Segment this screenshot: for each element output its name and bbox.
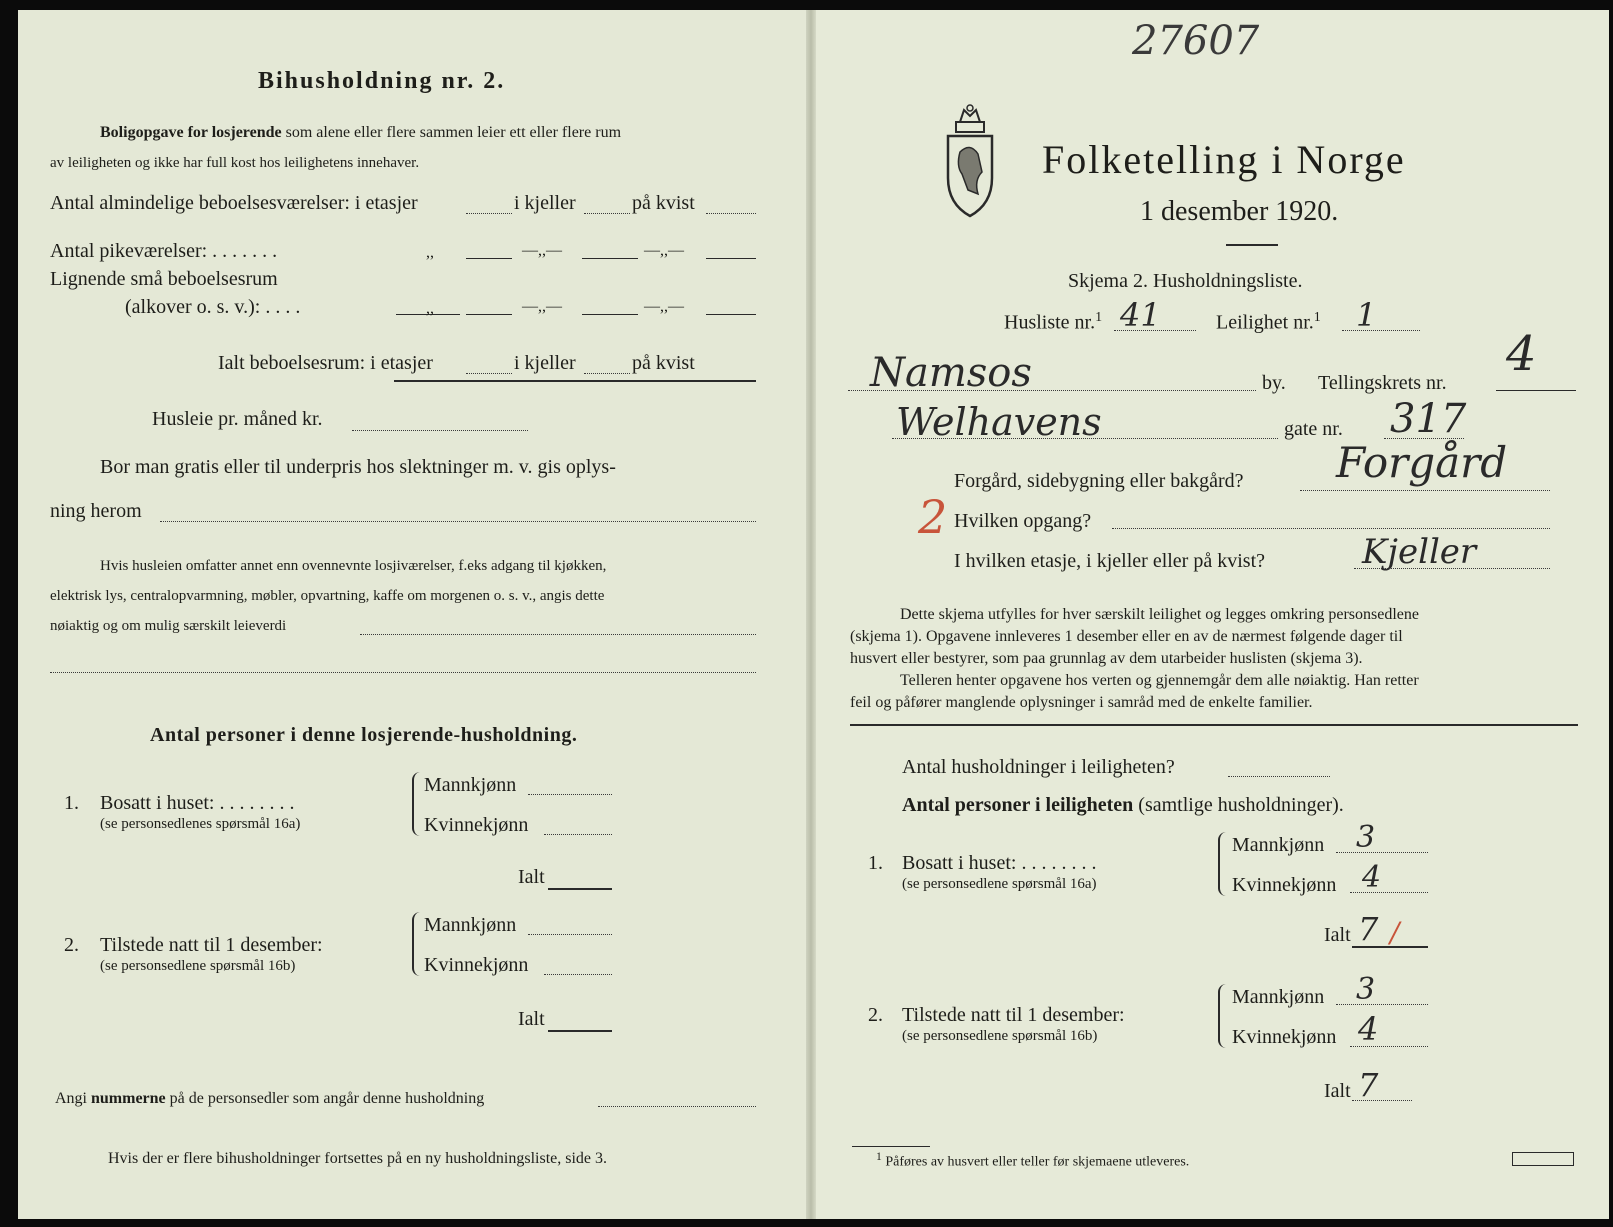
right-q1-mann-field[interactable] [1336, 852, 1428, 853]
leilighet-text: Leilighet nr. [1216, 311, 1314, 334]
left-q2-brace [412, 912, 420, 976]
leieverdi-field-2[interactable] [50, 672, 756, 673]
footnote-rule [852, 1146, 930, 1147]
pike-field-1[interactable] [466, 258, 512, 259]
right-q2-ialt-value[interactable]: 7 [1358, 1066, 1379, 1104]
gratis-line-2: ning herom [50, 500, 142, 522]
right-q1-mann-label: Mannkjønn [1232, 834, 1325, 856]
pike-ditto-1: ,, [426, 244, 434, 261]
right-date: 1 desember 1920. [1140, 196, 1339, 227]
forgard-label: Forgård, sidebygning eller bakgård? [954, 470, 1244, 492]
street-field[interactable] [892, 438, 1278, 439]
dette-line-2: (skjema 1). Opgavene innleveres 1 desember eller en av de nærmest følgende dager til [850, 628, 1403, 645]
right-q1-kvinne-field[interactable] [1350, 892, 1428, 893]
right-q2-ialt-field[interactable] [1352, 1100, 1412, 1101]
left-q1-kvinne-label: Kvinnekjønn [424, 814, 529, 836]
leilighet-label [1216, 310, 1321, 335]
right-q2-mann-label: Mannkjønn [1232, 986, 1325, 1008]
intro-line-1 [100, 124, 621, 142]
forgard-field[interactable] [1300, 490, 1550, 491]
rooms-kjeller-field[interactable] [584, 213, 630, 214]
left-q1-label: Bosatt i huset: . . . . . . . . [100, 792, 295, 814]
dette-line-4: Telleren henter opgavene hos verten og gjennemgår dem alle nøiaktig. Han retter [900, 672, 1419, 689]
right-q1-label: Bosatt i huset: . . . . . . . . [902, 852, 1097, 874]
ialt-rooms-label: Ialt beboelsesrum: i etasjer [218, 352, 433, 374]
etasje-field[interactable] [1354, 568, 1550, 569]
angi-start: Angi [55, 1090, 87, 1107]
dette-line-3: husvert eller bestyrer, som paa grunnlag av dem utarbeider huslisten (skjema 3). [850, 650, 1363, 667]
city-field[interactable] [848, 390, 1256, 391]
rooms-kjeller-label: i kjeller [514, 192, 576, 214]
left-q2-label: Tilstede natt til 1 desember: [100, 934, 323, 956]
leieverdi-field[interactable] [360, 634, 756, 635]
pike-label: Antal pikeværelser: . . . . . . . [50, 240, 278, 262]
right-q1-kvinne-label: Kvinnekjønn [1232, 874, 1337, 896]
left-q1-mann-label: Mannkjønn [424, 774, 517, 796]
skjema-label: Skjema 2. Husholdningsliste. [1068, 270, 1303, 292]
lignende-field-2[interactable] [582, 314, 638, 315]
right-q2-kvinne-field[interactable] [1350, 1046, 1428, 1047]
rooms-kvist-label: på kvist [632, 192, 695, 214]
right-q2-kvinne-value[interactable]: 4 [1358, 1010, 1379, 1048]
gratis-line-1: Bor man gratis eller til underpris hos slektninger m. v. gis oplys- [100, 456, 616, 478]
rooms-kvist-field[interactable] [706, 213, 756, 214]
antal-hus-field[interactable] [1228, 776, 1330, 777]
right-q2-mann-field[interactable] [1336, 1004, 1428, 1005]
coat-of-arms-icon [942, 102, 998, 220]
left-q2-number: 2. [64, 934, 79, 956]
right-q1-ialt-value[interactable]: 7 [1358, 910, 1379, 948]
pike-field-3[interactable] [706, 258, 756, 259]
intro-rest: som alene eller flere sammen leier ett eller flere rum [285, 124, 622, 141]
dette-line-5: feil og påfører manglende oplysninger i samråd med de enkelte familier. [850, 694, 1313, 711]
angi-line [55, 1090, 484, 1108]
antal-pers-rest: (samtlige husholdninger). [1138, 794, 1344, 816]
hvis-line-3: nøiaktig og om mulig særskilt leieverdi [50, 618, 287, 634]
pike-ditto-2: —,,— [522, 242, 562, 259]
left-q2-ialt-field[interactable] [548, 1030, 612, 1032]
left-q1-mann-field[interactable] [528, 794, 612, 795]
lignende-ditto-3: —,,— [644, 298, 684, 315]
lignende-ditto-2: —,,— [522, 298, 562, 315]
right-title: Folketelling i Norge [1042, 137, 1406, 182]
opgang-red-mark: 2 [918, 490, 948, 544]
right-q1-ialt-field[interactable] [1352, 946, 1428, 948]
intro-line-2: av leiligheten og ikke har full kost hos leilighetens innehaver. [50, 155, 420, 171]
leilighet-value[interactable]: 1 [1356, 296, 1377, 334]
gate-label: gate nr. [1284, 418, 1343, 440]
leilighet-footnote-mark: 1 [1313, 310, 1321, 325]
husleie-field[interactable] [352, 430, 528, 431]
husliste-value[interactable]: 41 [1120, 296, 1161, 334]
left-title: Bihusholdning nr. 2. [258, 68, 506, 94]
krets-field[interactable] [1496, 390, 1576, 391]
husliste-field[interactable] [1114, 330, 1196, 331]
right-q1-number: 1. [868, 852, 883, 874]
lignende-ditto-1: ,, [426, 300, 434, 317]
opgang-field[interactable] [1112, 528, 1550, 529]
pike-field-2[interactable] [582, 258, 638, 259]
archive-number: 27607 [1132, 18, 1260, 64]
left-q1-number: 1. [64, 792, 79, 814]
left-q2-kvinne-field[interactable] [544, 974, 612, 975]
street-value[interactable]: Welhavens [896, 400, 1102, 444]
gate-value[interactable]: 317 [1390, 396, 1467, 442]
left-q1-brace [412, 772, 420, 836]
rooms-etasjer-field[interactable] [466, 213, 512, 214]
left-q2-sub: (se personsedlene spørsmål 16b) [100, 958, 296, 974]
gratis-field[interactable] [160, 521, 756, 522]
antal-pers-bold: Antal personer i leiligheten [902, 794, 1134, 816]
lignende-label-2: (alkover o. s. v.): . . . . [125, 296, 301, 318]
city-value[interactable]: Namsos [870, 350, 1032, 396]
right-q2-mann-value[interactable]: 3 [1356, 972, 1376, 1007]
pike-ditto-3: —,,— [644, 242, 684, 259]
left-q1-sub: (se personsedlenes spørsmål 16a) [100, 816, 301, 832]
ialt-kjeller-label: i kjeller [514, 352, 576, 374]
right-q2-brace [1218, 984, 1226, 1048]
dette-line-1: Dette skjema utfylles for hver særskilt leilighet og legges omkring personsedlene [900, 606, 1419, 623]
angi-rest: på de personsedler som angår denne husholdning [169, 1090, 485, 1107]
page-fold [806, 10, 816, 1219]
printer-mark [1512, 1152, 1574, 1166]
right-q2-kvinne-label: Kvinnekjønn [1232, 1026, 1337, 1048]
lignende-field-1[interactable] [466, 314, 512, 315]
ialt-kvist-label: på kvist [632, 352, 695, 374]
forgard-value[interactable]: Forgård [1336, 438, 1508, 487]
etasje-label: I hvilken etasje, i kjeller eller på kvist? [954, 550, 1265, 572]
right-q1-ialt-label: Ialt [1324, 924, 1351, 946]
left-q1-ialt-label: Ialt [518, 866, 545, 888]
left-q2-ialt-label: Ialt [518, 1008, 545, 1030]
ialt-kjeller-field[interactable] [584, 373, 630, 374]
instructions-rule [850, 724, 1578, 726]
right-q1-mann-value[interactable]: 3 [1356, 820, 1376, 855]
krets-value[interactable]: 4 [1506, 326, 1537, 382]
right-q2-number: 2. [868, 1004, 883, 1026]
title-rule [1226, 244, 1278, 246]
husliste-label [1004, 310, 1102, 335]
footnote [876, 1150, 1189, 1171]
lignende-label-1: Lignende små beboelsesrum [50, 268, 278, 290]
etasje-value[interactable]: Kjeller [1362, 532, 1477, 572]
husleie-label: Husleie pr. måned kr. [152, 408, 323, 430]
antal-hus-label: Antal husholdninger i leiligheten? [902, 756, 1175, 778]
hvis-line-1: Hvis husleien omfatter annet enn ovennevnte losjiværelser, f.eks adgang til kjøkken, [100, 558, 607, 574]
footnote-mark: 1 [876, 1150, 882, 1163]
by-label: by. [1262, 372, 1286, 394]
hvis-line-2: elektrisk lys, centralopvarmning, møbler, opvartning, kaffe om morgenen o. s. v., angis dette [50, 588, 605, 604]
rooms-label: Antal almindelige beboelsesværelser: i etasjer [50, 192, 418, 214]
ialt-underline [394, 380, 756, 382]
opgang-label: Hvilken opgang? [954, 510, 1092, 532]
left-q2-kvinne-label: Kvinnekjønn [424, 954, 529, 976]
lignende-field-3[interactable] [706, 314, 756, 315]
intro-bold: Boligopgave for losjerende [100, 124, 282, 141]
left-q2-mann-field[interactable] [528, 934, 612, 935]
right-q1-kvinne-value[interactable]: 4 [1362, 860, 1382, 895]
husliste-footnote-mark: 1 [1095, 310, 1103, 325]
right-q1-red-check: / [1390, 916, 1400, 949]
right-q2-label: Tilstede natt til 1 desember: [902, 1004, 1125, 1026]
angi-bold: nummerne [91, 1090, 166, 1107]
husliste-text: Husliste nr. [1004, 311, 1096, 334]
krets-label: Tellingskrets nr. [1318, 372, 1447, 394]
left-q1-kvinne-field[interactable] [544, 834, 612, 835]
left-antal-heading: Antal personer i denne losjerende-husholdning. [150, 724, 578, 746]
left-q2-mann-label: Mannkjønn [424, 914, 517, 936]
right-q1-brace [1218, 832, 1226, 896]
right-q2-ialt-label: Ialt [1324, 1080, 1351, 1102]
left-footer: Hvis der er flere bihusholdninger fortsettes på en ny husholdningsliste, side 3. [108, 1150, 608, 1167]
antal-pers-line [902, 794, 1344, 817]
footnote-text: Påføres av husvert eller teller før skjemaene utleveres. [885, 1154, 1190, 1170]
right-q2-sub: (se personsedlene spørsmål 16b) [902, 1028, 1098, 1044]
angi-field[interactable] [598, 1106, 756, 1107]
ialt-etasjer-field[interactable] [466, 373, 512, 374]
leilighet-field[interactable] [1342, 330, 1420, 331]
right-q1-sub: (se personsedlene spørsmål 16a) [902, 876, 1097, 892]
left-q1-ialt-field[interactable] [548, 888, 612, 890]
